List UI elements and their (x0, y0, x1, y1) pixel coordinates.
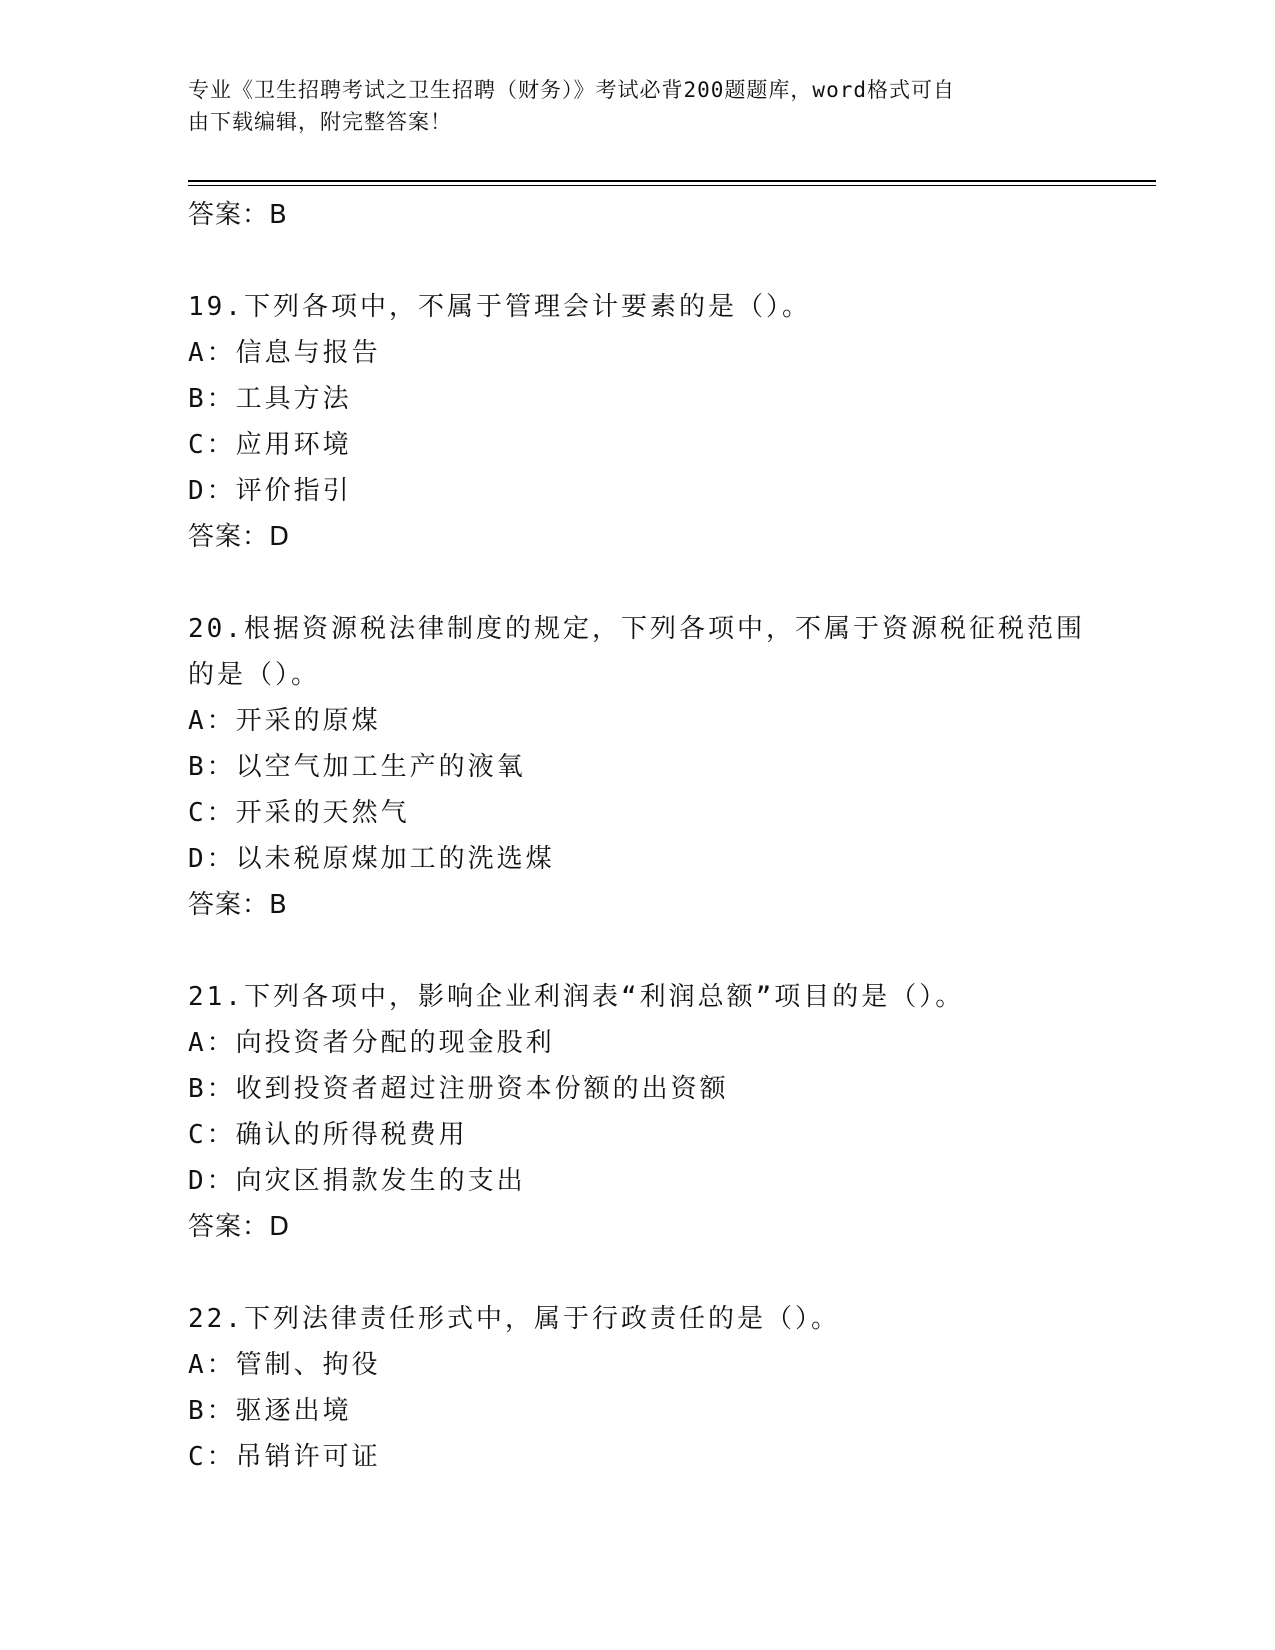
header-divider-thick (188, 180, 1156, 182)
option-b: B：收到投资者超过注册资本份额的出资额 (188, 1074, 729, 1104)
document-header (188, 74, 1068, 138)
option-a: A：开采的原煤 (188, 706, 381, 736)
option-c: C：开采的天然气 (188, 798, 410, 828)
option-a: A：管制、拘役 (188, 1350, 381, 1380)
option-c: C：应用环境 (188, 430, 352, 460)
option-b: B：驱逐出境 (188, 1396, 352, 1426)
option-d: D：向灾区捐款发生的支出 (188, 1166, 526, 1196)
header-line-2: 由下载编辑，附完整答案！ (188, 110, 452, 134)
spacer (188, 560, 1148, 606)
question-list (188, 192, 1148, 1480)
answer-line: 答案：D (188, 1212, 291, 1242)
header-divider-thin (188, 185, 1156, 186)
previous-answer: 答案：B (188, 200, 288, 230)
question-stem: 21.下列各项中，影响企业利润表“利润总额”项目的是（）。 (188, 982, 965, 1012)
spacer (188, 928, 1148, 974)
option-b: B：以空气加工生产的液氧 (188, 752, 526, 782)
question-21 (188, 974, 1148, 1250)
option-a: A：向投资者分配的现金股利 (188, 1028, 555, 1058)
question-stem-continued: 的是（）。 (188, 660, 321, 690)
question-20 (188, 606, 1148, 928)
question-stem: 22.下列法律责任形式中，属于行政责任的是（）。 (188, 1304, 840, 1334)
question-19 (188, 284, 1148, 560)
option-a: A：信息与报告 (188, 338, 381, 368)
answer-line: 答案：B (188, 890, 288, 920)
option-b: B：工具方法 (188, 384, 352, 414)
answer-line: 答案：D (188, 522, 291, 552)
question-stem: 19.下列各项中，不属于管理会计要素的是（）。 (188, 292, 811, 322)
option-c: C：确认的所得税费用 (188, 1120, 468, 1150)
spacer (188, 1250, 1148, 1296)
question-stem: 20.根据资源税法律制度的规定，下列各项中，不属于资源税征税范围 (188, 614, 1085, 644)
option-d: D：评价指引 (188, 476, 352, 506)
option-c: C：吊销许可证 (188, 1442, 381, 1472)
header-line-1: 专业《卫生招聘考试之卫生招聘（财务）》考试必背200题题库，word格式可自 (188, 78, 955, 102)
spacer (188, 238, 1148, 284)
option-d: D：以未税原煤加工的洗选煤 (188, 844, 555, 874)
question-22 (188, 1296, 1148, 1480)
